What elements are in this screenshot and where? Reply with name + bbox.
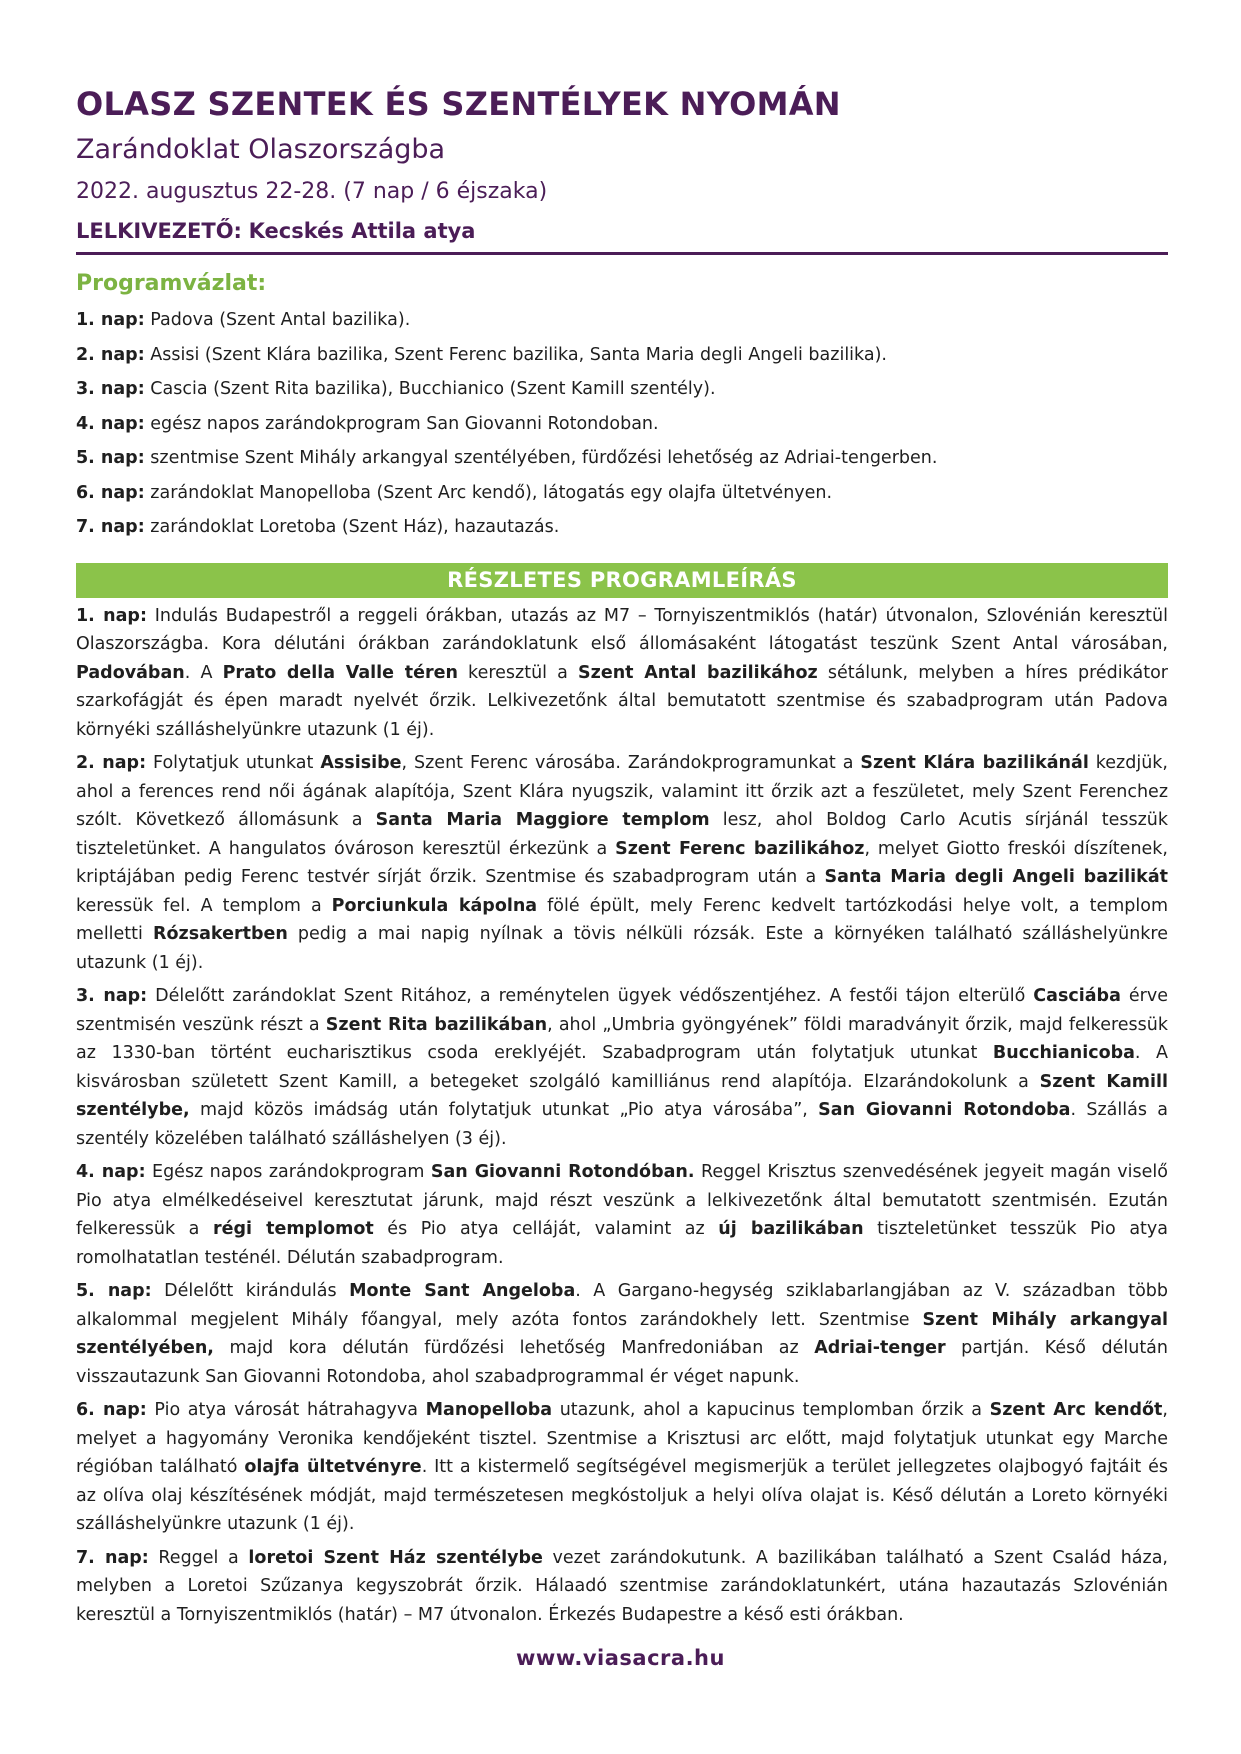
outline-day-text: szentmise Szent Mihály arkangyal szentélyében, fürdőzési lehetőség az Adriai-tengerben. <box>144 448 938 468</box>
description-text: . Szállás a szentély közelében található szálláshelyen (3 éj). <box>76 1100 1168 1149</box>
outline-day-text: zarándoklat Manopelloba (Szent Arc kendő), látogatás egy olajfa ültetvényen. <box>144 482 833 503</box>
emphasized-text: Szent Antal bazilikához <box>578 662 818 683</box>
description-text: Folytatjuk utunkat <box>146 753 321 773</box>
description-text: Pio atya városát hátrahagyva <box>146 1400 426 1420</box>
emphasized-text: Monte Sant Angeloba <box>349 1281 576 1301</box>
description-text: keressük fel. A templom a <box>76 895 332 916</box>
document-subtitle: Zarándoklat Olaszországba <box>76 134 446 165</box>
description-text: kezdjük, ahol a ferences rend női ágának alapítója, Szent Klára nyugszik, valamint itt őrzik azt a feszületet, mely Szent Ferenchez szólt. Következő állomásunk a <box>76 753 1168 830</box>
outline-day-label: 4. nap: <box>76 413 145 434</box>
emphasized-text: loretoi Szent Ház szentélybe <box>248 1547 543 1568</box>
outline-day-label: 5. nap: <box>76 448 145 468</box>
outline-day-label: 3. nap: <box>76 379 145 399</box>
description-text: sétálunk, melyben a híres prédikátor szarkofágját és épen maradt nyelvét őrzik. Lelkivezetőnk által bemutatott szentmise és szabadprogram után Padova környéki szálláshelyünkre utazunk (1 éj). <box>76 662 1168 740</box>
emphasized-text: Szent Ferenc bazilikához <box>615 838 865 859</box>
website-link[interactable]: www.viasacra.hu <box>516 1646 725 1670</box>
outline-day-label: 6. nap: <box>76 482 145 503</box>
description-text: , melyet Giotto freskói díszítenek, kriptájában pedig Ferenc testvér sírját őrzik. Szentmise és szabadprogram után a <box>76 838 1168 887</box>
description-text: partján. Késő délután visszautazunk San Giovanni Rotondoba, ahol szabadprogrammal ér véget napunk. <box>76 1338 1168 1387</box>
description-text: tiszteletünket tesszük Pio atya romolhatatlan testénél. Délután szabadprogram. <box>76 1219 1168 1268</box>
document-title: OLASZ SZENTEK ÉS SZENTÉLYEK NYOMÁN <box>76 85 841 123</box>
emphasized-text: 3. nap: <box>76 986 148 1006</box>
emphasized-text: Santa Maria Maggiore templom <box>375 810 710 830</box>
emphasized-text: Casciába <box>1033 986 1121 1006</box>
emphasized-text: Szent Kamill szentélybe, <box>76 1071 1168 1120</box>
outline-item <box>76 510 1168 545</box>
emphasized-text: Szent Rita bazilikában <box>325 1014 548 1035</box>
emphasized-text: Szent Mihály arkangyal szentélyében, <box>76 1309 1169 1358</box>
outline-day-text: egész napos zarándokprogram San Giovanni Rotondoban. <box>144 413 659 434</box>
leader-name: Kecskés Attila atya <box>248 219 476 243</box>
emphasized-text: Adriai-tenger <box>814 1338 946 1358</box>
emphasized-text: 5. nap: <box>76 1281 152 1301</box>
emphasized-text: Santa Maria degli Angeli bazilikát <box>824 867 1168 887</box>
description-text: keresztül a <box>457 662 579 683</box>
description-text: érve szentmisén veszünk részt a <box>76 986 1168 1035</box>
outline-item <box>76 476 1168 511</box>
day-description <box>76 1277 1168 1391</box>
description-text: Délelőtt zarándoklat Szent Ritához, a reménytelen ügyek védőszentjéhez. A festői tájon elterülő <box>147 986 1034 1006</box>
description-text: majd közös imádság után folytatjuk utunkat „Pio atya városába”, <box>189 1100 819 1120</box>
description-text: Indulás Budapestről a reggeli órákban, utazás az M7 – Tornyiszentmiklós (határ) útvonalon, Szlovénián keresztül Olaszországba. Kora délutáni órákban zarándoklatunk első állomásaként látogatást teszünk Szent Antal városában, <box>76 605 1168 654</box>
emphasized-text: San Giovanni Rotondoba <box>818 1100 1071 1120</box>
emphasized-text: régi templomot <box>212 1219 374 1239</box>
description-text: lesz, ahol Boldog Carlo Acutis sírjánál tesszük tiszteletünket. A hangulatos óvároson keresztül érkezünk a <box>76 810 1168 859</box>
description-text: , melyet a hagyomány Veronika kendőjeként tisztel. Szentmise a Krisztusi arc előtt, majd folytatjuk utunkat egy Marche régióban található <box>76 1400 1168 1477</box>
emphasized-text: Prato della Valle téren <box>222 662 458 683</box>
outline-day-label: 1. nap: <box>76 310 145 330</box>
description-text: . A <box>184 662 223 683</box>
description-text: Reggel a <box>148 1547 249 1568</box>
outline-day-text: Cascia (Szent Rita bazilika), Bucchianico (Szent Kamill szentély). <box>144 379 716 399</box>
description-text: . Itt a kistermelő segítségével megismerjük a terület jellegzetes olajbogyó fajtáit és az olíva olaj készítésének módját, majd természetesen megkóstoljuk a helyi olíva olajat is. Késő délután a Loreto környéki szálláshelyünkre utazunk (1 éj). <box>76 1457 1168 1534</box>
emphasized-text: Bucchianicoba <box>992 1043 1135 1063</box>
description-text: Egész napos zarándokprogram <box>145 1162 431 1182</box>
description-text: , ahol „Umbria gyöngyének” földi maradványit őrzik, majd felkeressük az 1330-ban történt eucharisztikus csoda ereklyéjét. Szabadprogram után folytatjuk utunkat <box>76 1014 1168 1063</box>
description-text: utazunk, ahol a kapucinus templomban őrzik a <box>552 1400 990 1420</box>
emphasized-text: 7. nap: <box>76 1547 149 1568</box>
day-description <box>76 749 1168 977</box>
outline-item <box>76 407 1168 442</box>
description-text: vezet zarándokutunk. A bazilikában található a Szent Család háza, melyben a Loretoi Szűzanya kegyszobrát őrzik. Hálaadó szentmise zarándoklatunkért, utána hazautazás Szlovénián keresztül a Tornyiszentmiklós (határ) – M7 útvonalon. Érkezés Budapestre a késő esti órákban. <box>76 1547 1168 1625</box>
description-text: . A kisvárosban született Szent Kamill, a betegeket szolgáló kamilliánus rend alapítója. Elzarándokolunk a <box>76 1043 1168 1092</box>
outline-day-label: 7. nap: <box>76 517 145 537</box>
detailed-program <box>76 602 1168 1630</box>
day-description <box>76 1158 1168 1272</box>
emphasized-text: olajfa ültetvényre <box>244 1457 422 1477</box>
description-text: . A Gargano-hegység sziklabarlangjában az V. században több alkalommal megjelent Mihály főangyal, mely azóta fontos zarándokhely lett. Szentmise <box>76 1281 1168 1330</box>
program-outline-list <box>76 303 1168 545</box>
emphasized-text: San Giovanni Rotondóban. <box>430 1162 695 1182</box>
trip-dates: 2022. augusztus 22-28. (7 nap / 6 éjszaka) <box>76 179 548 204</box>
day-description <box>76 1396 1168 1539</box>
description-text: fölé épült, mely Ferenc kedvelt tartózkodási helye volt, a templom melletti <box>76 895 1169 944</box>
description-text: , Szent Ferenc városába. Zarándokprogramunkat a <box>401 753 861 773</box>
outline-item <box>76 338 1168 373</box>
emphasized-text: 4. nap: <box>76 1162 146 1182</box>
emphasized-text: 1. nap: <box>76 605 147 626</box>
leader-label: LELKIVEZETŐ: <box>76 219 242 243</box>
day-description <box>76 982 1168 1153</box>
description-text: pedig a mai napig nyílnak a tövis nélküli rózsák. Este a környéken található szálláshelyünkre utazunk (1 éj). <box>76 924 1168 973</box>
document-page <box>76 80 1168 1634</box>
spiritual-leader <box>76 212 1168 255</box>
emphasized-text: Manopelloba <box>425 1400 553 1420</box>
description-text: és Pio atya celláját, valamint az <box>373 1219 719 1239</box>
outline-item <box>76 441 1168 476</box>
emphasized-text: 2. nap: <box>76 753 147 773</box>
day-description <box>76 602 1168 745</box>
outline-day-text: Assisi (Szent Klára bazilika, Szent Ferenc bazilika, Santa Maria degli Angeli bazilika). <box>144 344 887 365</box>
outline-day-text: Padova (Szent Antal bazilika). <box>144 310 411 330</box>
emphasized-text: új bazilikában <box>718 1219 864 1239</box>
outline-day-label: 2. nap: <box>76 344 145 365</box>
outline-item <box>76 372 1168 407</box>
emphasized-text: Padovában <box>76 662 185 683</box>
outline-item <box>76 303 1168 338</box>
day-description <box>76 1544 1168 1630</box>
emphasized-text: Szent Arc kendőt <box>989 1400 1163 1420</box>
outline-day-text: zarándoklat Loretoba (Szent Ház), hazautazás. <box>144 517 560 537</box>
emphasized-text: Szent Klára bazilikánál <box>860 753 1089 773</box>
emphasized-text: Rózsakertben <box>153 924 288 944</box>
description-text: Reggel Krisztus szenvedésének jegyeit magán viselő Pio atya elmélkedéseivel keresztutat járunk, majd részt veszünk a lelkivezetőnk által bemutatott szentmisén. Ezután felkeressük a <box>76 1162 1168 1239</box>
description-text: majd kora délután fürdőzési lehetőség Manfredoniában az <box>213 1338 815 1358</box>
description-text: Délelőtt kirándulás <box>151 1281 350 1301</box>
program-outline-heading: Programvázlat: <box>76 271 267 296</box>
emphasized-text: 6. nap: <box>76 1400 147 1420</box>
emphasized-text: Assisibe <box>320 753 402 773</box>
detailed-program-banner: RÉSZLETES PROGRAMLEÍRÁS <box>76 563 1168 598</box>
emphasized-text: Porciunkula kápolna <box>331 895 538 916</box>
